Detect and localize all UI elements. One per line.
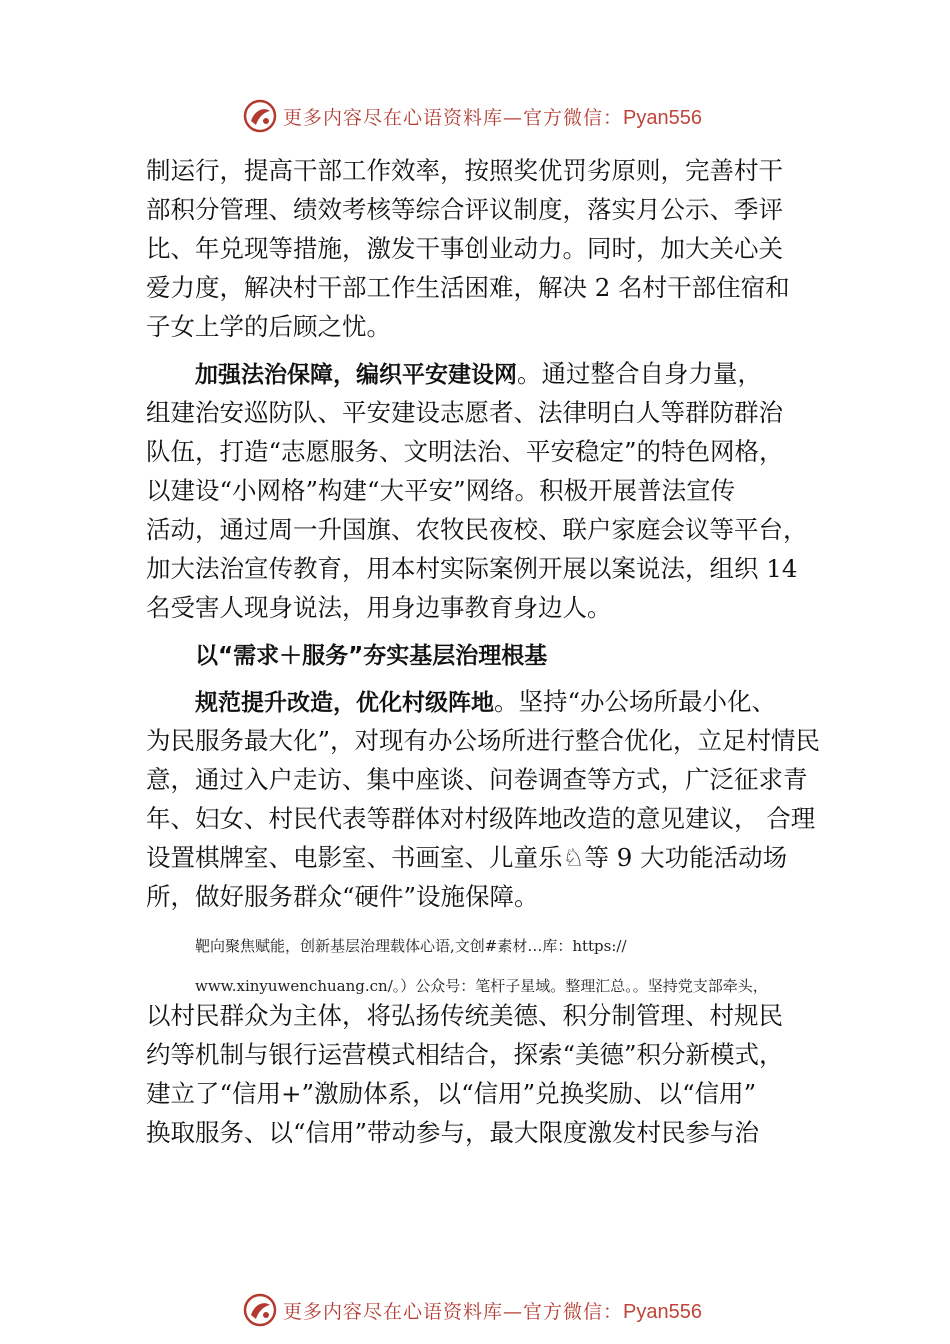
watermark-id: Pyan556	[623, 1300, 702, 1323]
body-line: 为民服务最大化”，对现有办公场所进行整合优化，立足村情民	[146, 726, 821, 755]
watermark-text: 更多内容尽在心语资料库—官方微信：Pyan556	[283, 1300, 702, 1323]
paragraph-heading: 规范提升改造，优化村级阵地	[195, 690, 494, 716]
body-line: 名受害人现身说法，用身边事教育身边人。	[146, 593, 612, 622]
paragraph-start: 规范提升改造，优化村级阵地。坚持“办公场所最小化、	[195, 687, 777, 716]
body-line: 组建治安巡防队、平安建设志愿者、法律明白人等群防群治	[146, 398, 783, 427]
section-heading: 以“需求＋服务”夯实基层治理根基	[195, 643, 548, 669]
top-watermark-banner	[0, 96, 950, 136]
body-line: 建立了“信用+”激励体系，以“信用”兑换奖励、以“信用”	[146, 1079, 757, 1108]
body-line: 爱力度，解决村干部工作生活困难，解决 2 名村干部住宿和	[146, 273, 790, 302]
document-body	[146, 151, 836, 1152]
body-line: 设置棋牌室、电影室、书画室、儿童乐♘等 9 大功能活动场	[146, 843, 788, 872]
body-line: 比、年兑现等措施，激发干事创业动力。同时，加大关心关	[146, 234, 783, 263]
bottom-watermark-banner	[0, 1290, 950, 1330]
body-line: 队伍，打造“志愿服务、文明法治、平安稳定”的特色网格，	[146, 437, 784, 466]
body-line: 子女上学的后顾之忧。	[146, 312, 391, 341]
body-line: 以建设“小网格”构建“大平安”网络。积极开展普法宣传	[146, 476, 736, 505]
paragraph-heading: 加强法治保障，编织平安建设网	[195, 362, 517, 388]
brand-logo-icon	[243, 1293, 277, 1327]
watermark-id: Pyan556	[623, 106, 702, 129]
body-line: 制运行，提高干部工作效率，按照奖优罚劣原则，完善村干	[146, 156, 783, 185]
body-line: 所，做好服务群众“硬件”设施保障。	[146, 882, 539, 911]
paragraph-start: 加强法治保障，编织平安建设网。通过整合自身力量，	[195, 359, 762, 388]
small-note-line: www.xinyuwenchuang.cn/。）公众号：笔杆子星域。整理汇总。。坚持党支部牵头，	[195, 977, 768, 995]
body-line: 约等机制与银行运营模式相结合，探索“美德”积分新模式，	[146, 1040, 784, 1069]
small-note-line: 靶向聚焦赋能，创新基层治理载体心语,文创#素材…库：https://	[195, 937, 627, 955]
body-line: 意，通过入户走访、集中座谈、问卷调查等方式，广泛征求青	[146, 765, 808, 794]
body-line: 以村民群众为主体，将弘扬传统美德、积分制管理、村规民	[146, 1001, 783, 1030]
body-line: 加大法治宣传教育，用本村实际案例开展以案说法，组织 14	[146, 554, 798, 583]
brand-logo-icon	[243, 99, 277, 133]
body-line: 活动，通过周一升国旗、农牧民夜校、联户家庭会议等平台，	[146, 515, 808, 544]
body-line: 换取服务、以“信用”带动参与，最大限度激发村民参与治	[146, 1118, 760, 1147]
body-line: 部积分管理、绩效考核等综合评议制度，落实月公示、季评	[146, 195, 783, 224]
body-line: 年、妇女、村民代表等群体对村级阵地改造的意见建议， 合理	[146, 804, 816, 833]
watermark-text: 更多内容尽在心语资料库—官方微信：Pyan556	[283, 106, 702, 129]
